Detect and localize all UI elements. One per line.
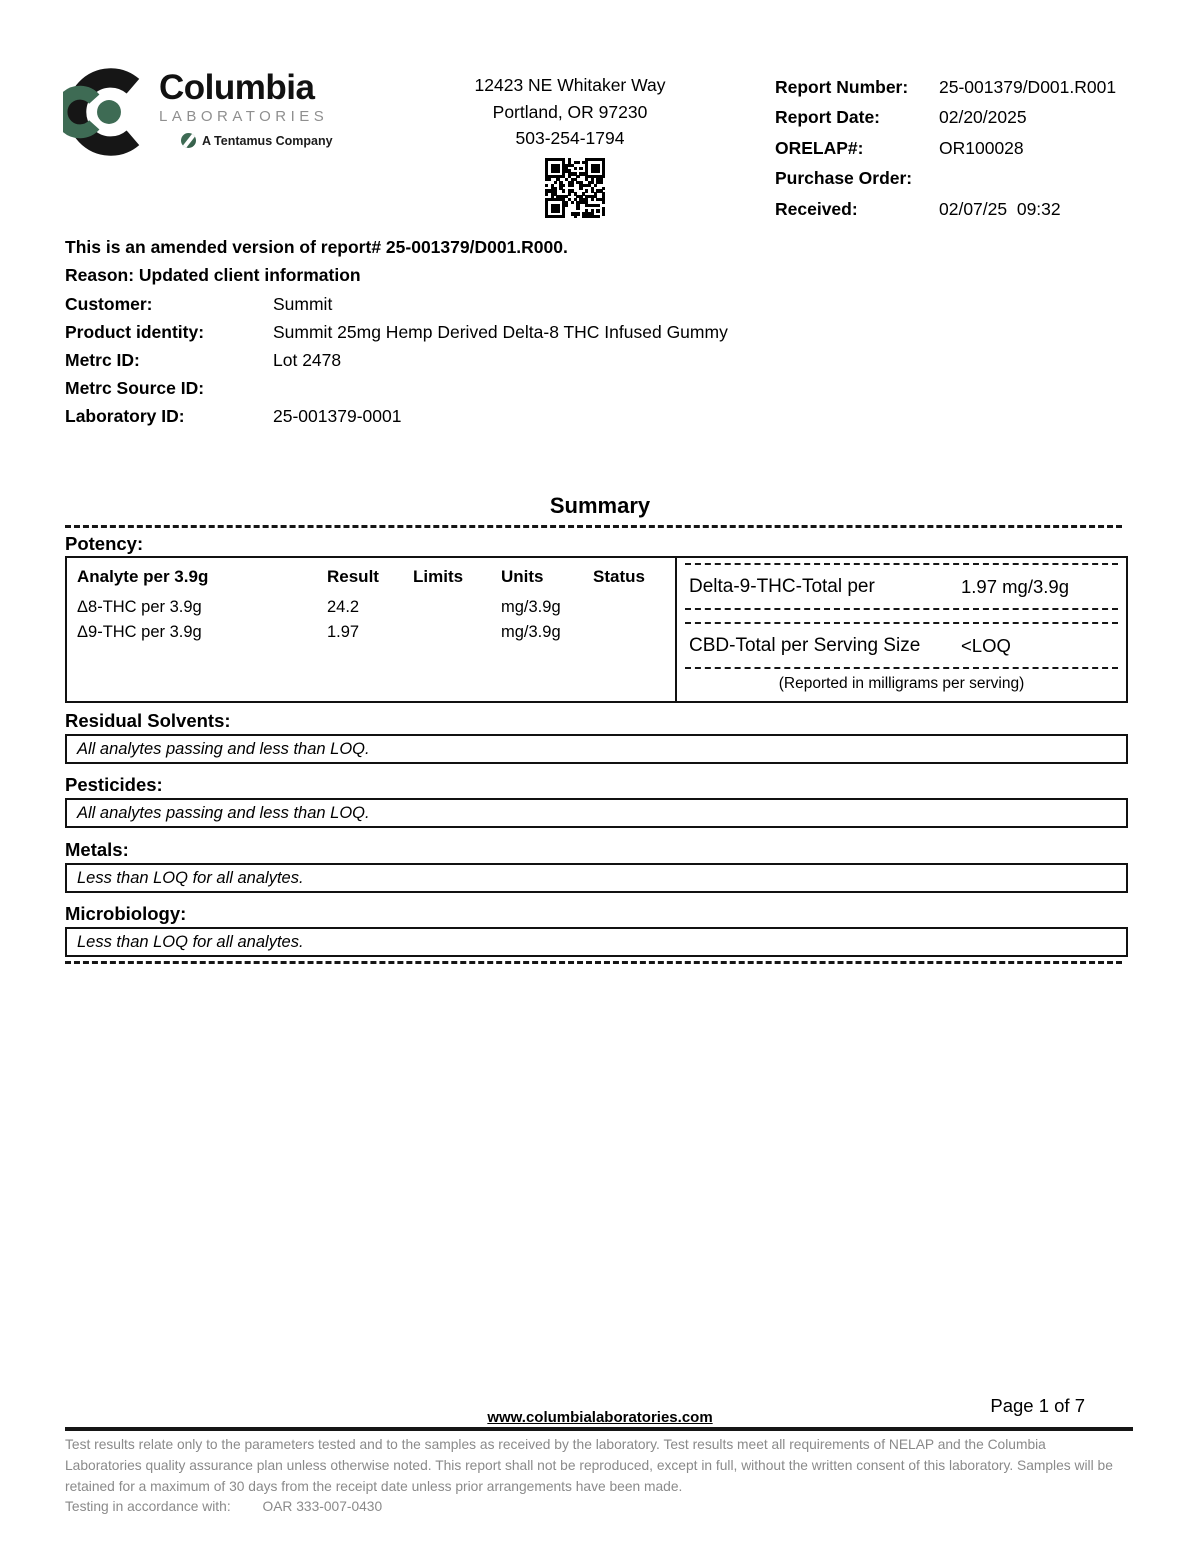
cbd-total-value: <LOQ: [961, 634, 1011, 656]
product-identity-label: Product identity:: [65, 321, 205, 342]
columbia-logo-icon: [63, 66, 155, 158]
analyte-d9-status: [593, 620, 665, 645]
received-row: [775, 194, 1116, 225]
analyte-d8-result: 24.2: [327, 598, 360, 616]
delta9-total-label: Delta-9-THC-Total per: [689, 575, 875, 597]
col-result: Result: [327, 567, 379, 586]
delta9-total-value: 1.97 mg/3.9g: [961, 575, 1069, 597]
logo-text: [159, 66, 333, 148]
accordance-label: Testing in accordance with:: [65, 1499, 231, 1514]
metrc-id-value: Lot 2478: [273, 349, 342, 370]
columbia-logo: [63, 66, 333, 158]
accordance-row: [65, 1499, 382, 1514]
customer-label: Customer:: [65, 293, 153, 314]
potency-heading: Potency:: [65, 533, 144, 554]
accordance-value: OAR 333-007-0430: [262, 1499, 383, 1514]
metals-result: Less than LOQ for all analytes.: [65, 863, 1128, 893]
potency-summary-panel: [65, 556, 1128, 703]
analyte-d8-units: mg/3.9g: [501, 598, 561, 616]
analyte-d9-limits: [413, 620, 501, 645]
microbiology-result: Less than LOQ for all analytes.: [65, 927, 1128, 957]
laboratory-id-label: Laboratory ID:: [65, 406, 185, 427]
analyte-d9-name: Δ9-THC per 3.9g: [77, 623, 202, 641]
delta9-total-row: [685, 563, 1118, 610]
amendment-line-2: Reason: Updated client information: [65, 264, 361, 285]
brand-subtitle: LABORATORIES: [159, 108, 329, 125]
summary-title: Summary: [549, 493, 651, 518]
orelap-value: OR100028: [939, 137, 1024, 158]
col-analyte: Analyte per 3.9g: [77, 567, 209, 586]
brand-name: Columbia: [159, 68, 315, 107]
metrc-source-id-label: Metrc Source ID:: [65, 378, 205, 399]
orelap-row: [775, 133, 1116, 164]
laboratory-id-row: [65, 403, 728, 431]
address-line-1: 12423 NE Whitaker Way: [474, 75, 666, 95]
col-limits: Limits: [413, 567, 464, 586]
page-number: Page 1 of 7: [990, 1395, 1085, 1416]
laboratory-id-value: 25-001379-0001: [273, 406, 402, 427]
lab-address: [420, 72, 720, 152]
analyte-d9-result: 1.97: [327, 623, 360, 641]
footer-disclaimer: Test results relate only to the parameters tested and to the samples as received by the laboratory. Test results meet all requirements of NELAP and the Columbia Laboratories quality assurance plan unless otherwise noted. This report shall not be reproduced, except in full, without the written consent of this laboratory. Samples will be retained for a maximum of 30 days from the receipt date unless prior arrangements have been made.: [65, 1437, 1113, 1494]
microbiology-heading: Microbiology:: [65, 903, 187, 924]
potency-totals-panel: [677, 558, 1126, 701]
tentamus-globe-icon: [181, 133, 196, 148]
received-label: Received:: [775, 198, 858, 219]
report-info: [775, 72, 1116, 225]
product-identity-value: Summit 25mg Hemp Derived Delta-8 THC Infused Gummy: [273, 321, 728, 342]
pesticides-heading: Pesticides:: [65, 774, 163, 795]
footer-divider: [65, 1427, 1133, 1431]
address-line-3: 503-254-1794: [515, 128, 625, 148]
cbd-total-row: [685, 622, 1118, 669]
address-line-2: Portland, OR 97230: [492, 101, 648, 122]
report-date-row: [775, 103, 1116, 134]
col-status: Status: [593, 567, 645, 586]
website-link[interactable]: www.columbialaboratories.com: [487, 1409, 713, 1426]
potency-table: [67, 558, 677, 701]
report-number-row: [775, 72, 1116, 103]
report-date-label: Report Date:: [775, 107, 881, 128]
metrc-id-label: Metrc ID:: [65, 349, 140, 370]
col-units: Units: [501, 567, 544, 586]
qr-code: [545, 158, 605, 218]
tentamus-tagline: [181, 133, 333, 148]
purchase-order-row: [775, 164, 1116, 195]
orelap-label: ORELAP#:: [775, 137, 864, 158]
analyte-d8-status: [593, 595, 665, 620]
analyte-d8-limits: [413, 595, 501, 620]
amendment-notice: [65, 234, 568, 289]
customer-row: [65, 290, 728, 318]
pesticides-result: All analytes passing and less than LOQ.: [65, 798, 1128, 828]
cbd-total-label: CBD-Total per Serving Size: [689, 634, 921, 656]
customer-value: Summit: [273, 293, 333, 314]
received-value: 02/07/25 09:32: [939, 198, 1061, 219]
summary-top-divider: [65, 525, 1122, 528]
report-number-label: Report Number:: [775, 76, 909, 97]
purchase-order-label: Purchase Order:: [775, 168, 913, 189]
report-date-value: 02/20/2025: [939, 107, 1027, 128]
tagline-text: A Tentamus Company: [202, 133, 333, 148]
totals-note: (Reported in milligrams per serving): [778, 674, 1025, 692]
product-identity-row: [65, 318, 728, 346]
residual-solvents-result: All analytes passing and less than LOQ.: [65, 734, 1128, 764]
sample-info: [65, 290, 728, 431]
residual-solvents-heading: Residual Solvents:: [65, 710, 231, 731]
metrc-id-row: [65, 346, 728, 374]
metrc-source-id-row: [65, 375, 728, 403]
analyte-d9-units: mg/3.9g: [501, 623, 561, 641]
report-number-value: 25-001379/D001.R001: [939, 76, 1117, 97]
metals-heading: Metals:: [65, 839, 129, 860]
summary-bottom-divider: [65, 961, 1122, 964]
analyte-d8-name: Δ8-THC per 3.9g: [77, 598, 202, 616]
amendment-line-1: This is an amended version of report# 25-001379/D001.R000.: [65, 237, 568, 257]
